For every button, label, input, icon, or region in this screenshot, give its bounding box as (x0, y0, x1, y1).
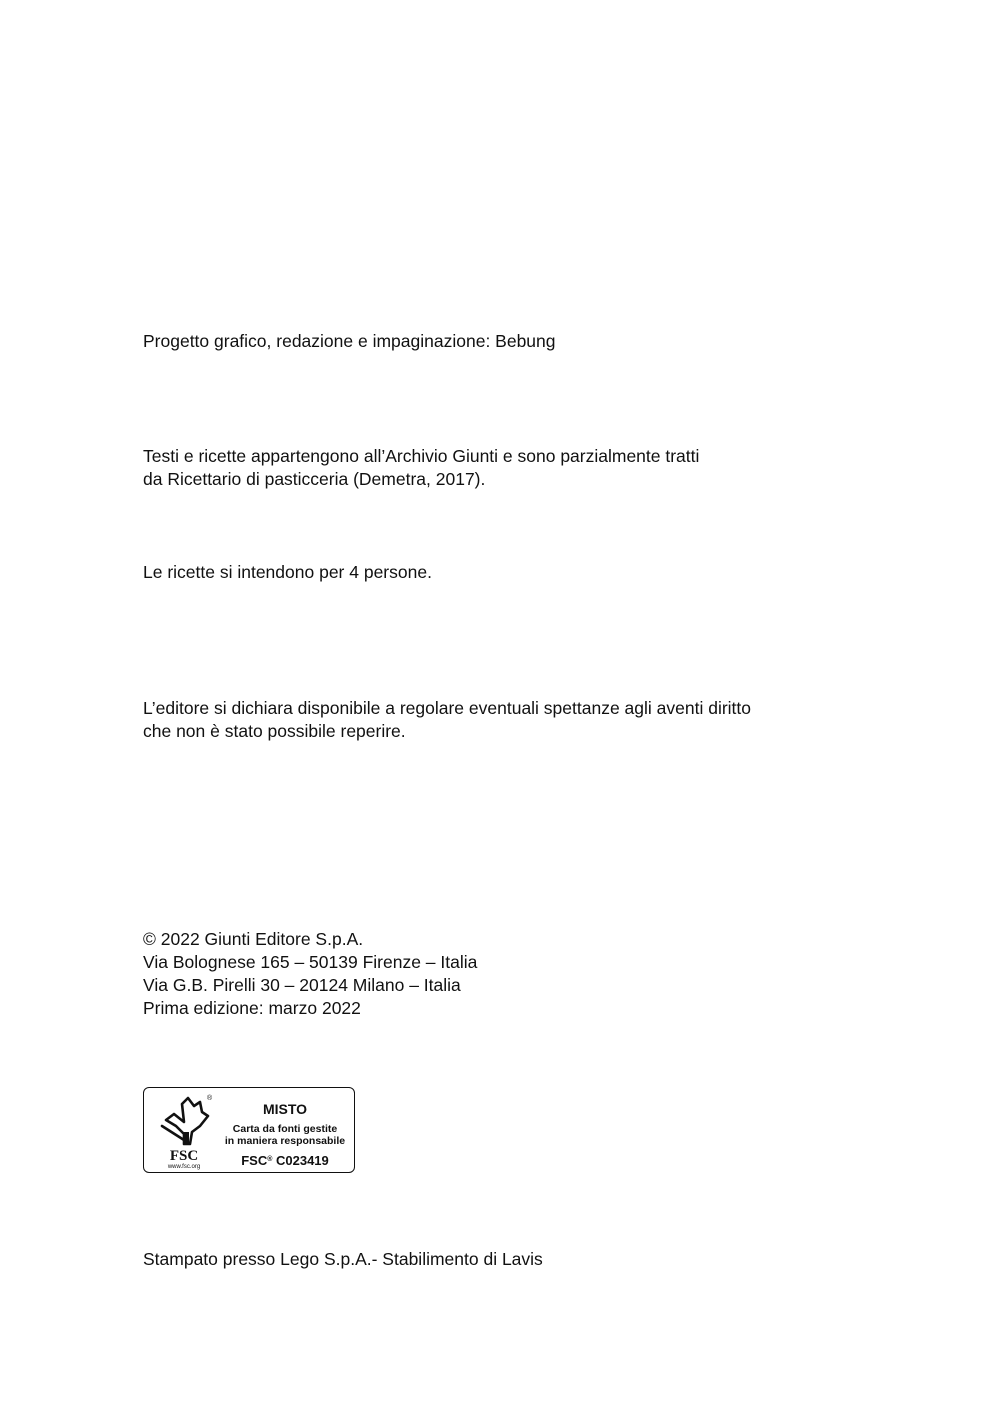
fsc-logo-text: FSC (169, 1148, 199, 1164)
copyright-line: © 2022 Giunti Editore S.p.A. (143, 929, 364, 949)
printer-line: Stampato presso Lego S.p.A.- Stabilimento di Lavis (143, 1249, 543, 1269)
sources-block (143, 445, 699, 491)
address-line-2: Via G.B. Pirelli 30 – 20124 Milano – Italia (143, 975, 461, 995)
rights-line-1: L’editore si dichiara disponibile a regolare eventuali spettanze agli aventi diritto (143, 698, 752, 718)
printer-block (143, 1248, 543, 1271)
credits-block (143, 330, 556, 353)
fsc-label: MISTO (262, 1101, 308, 1117)
sources-line-2: da Ricettario di pasticceria (Demetra, 2017). (143, 469, 486, 489)
fsc-claim (216, 1123, 354, 1147)
fsc-registered-mark: ® (207, 1095, 213, 1102)
fsc-claim-line-1: Carta da fonti gestite (232, 1123, 338, 1135)
fsc-text-panel (216, 1088, 354, 1172)
rights-line-2: che non è stato possibile reperire. (143, 721, 406, 741)
credits-line: Progetto grafico, redazione e impaginazione: Bebung (143, 331, 556, 351)
fsc-certification-box (143, 1087, 355, 1173)
sources-line-1: Testi e ricette appartengono all’Archivio Giunti e sono parzialmente tratti (143, 446, 700, 466)
fsc-tree-logo-icon (154, 1092, 214, 1170)
fsc-code-prefix: FSC (241, 1153, 268, 1168)
fsc-code-mark: ® (267, 1156, 273, 1163)
address-line-1: Via Bolognese 165 – 50139 Firenze – Italia (143, 952, 478, 972)
fsc-code-number: C023419 (276, 1153, 329, 1168)
fsc-website: www.fsc.org (167, 1164, 201, 1170)
rights-block (143, 697, 751, 743)
servings-line: Le ricette si intendono per 4 persone. (143, 562, 432, 582)
edition-line: Prima edizione: marzo 2022 (143, 998, 361, 1018)
servings-block (143, 561, 432, 584)
fsc-license-code (216, 1153, 354, 1168)
fsc-claim-line-2: in maniera responsabile (224, 1135, 346, 1147)
publisher-block (143, 928, 477, 1020)
